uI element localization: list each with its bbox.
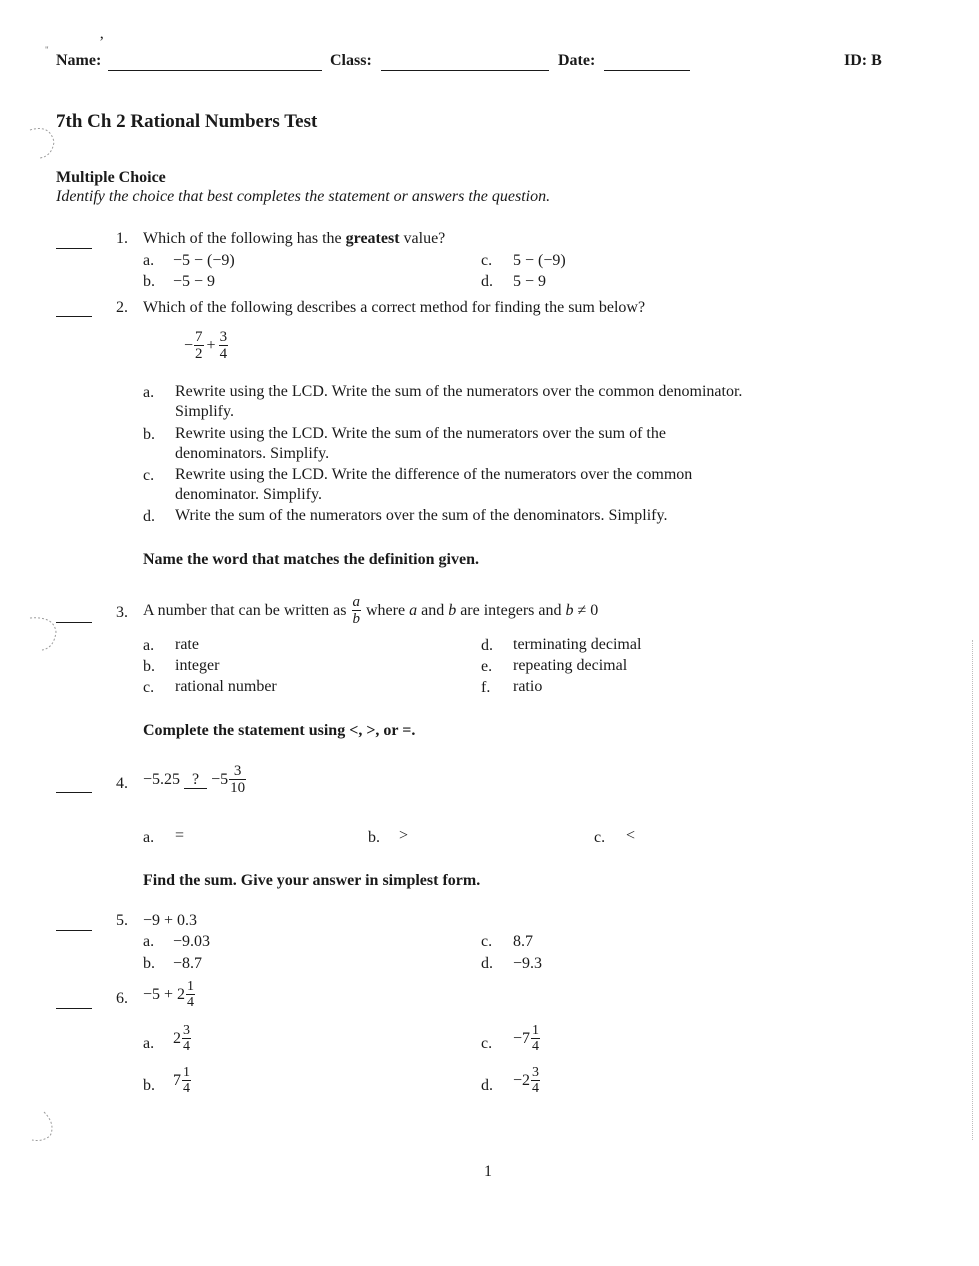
- answer-blank-q4[interactable]: [56, 792, 92, 793]
- question-text: [143, 764, 247, 796]
- choice-label: b.: [368, 829, 380, 846]
- variable: a: [409, 602, 418, 619]
- question-text-part: where: [362, 602, 410, 619]
- choice-option[interactable]: Rewrite using the LCD. Write the sum of the numerators over the sum of the: [175, 425, 666, 442]
- class-label: Class:: [330, 52, 372, 69]
- question-text-part: −5 + 2: [143, 986, 186, 1003]
- choice-option[interactable]: [173, 1024, 192, 1054]
- punch-hole-bottom: [22, 1108, 58, 1144]
- variable: b: [565, 602, 574, 619]
- question-text: [143, 230, 445, 248]
- question-text-part: value?: [399, 230, 446, 247]
- question-number: 4.: [116, 775, 128, 792]
- denominator: 4: [219, 346, 228, 362]
- mixed-whole: 2: [173, 1030, 181, 1047]
- choice-label: c.: [481, 933, 493, 950]
- question-emphasis: greatest: [345, 230, 400, 247]
- class-field[interactable]: [381, 70, 549, 71]
- answer-blank-q3[interactable]: [56, 622, 92, 623]
- choice-option[interactable]: repeating decimal: [513, 657, 628, 674]
- numerator: 7: [195, 329, 203, 345]
- fraction: [531, 1066, 540, 1096]
- choice-label: a.: [143, 637, 155, 654]
- choice-label: d.: [481, 637, 493, 654]
- choice-option[interactable]: Rewrite using the LCD. Write the sum of the numerators over the common denominator.: [175, 383, 743, 400]
- question-text: −9 + 0.3: [143, 912, 198, 929]
- choice-option[interactable]: 5 − (−9): [513, 252, 566, 269]
- mixed-whole: 7: [173, 1072, 181, 1089]
- punch-hole-top: [22, 124, 58, 160]
- choice-label: d.: [481, 955, 493, 972]
- choice-label: b.: [143, 273, 155, 290]
- denominator: b: [352, 611, 360, 627]
- variable: b: [448, 602, 457, 619]
- numerator: 3: [219, 329, 228, 345]
- section-heading-matching: Name the word that matches the definition given.: [143, 551, 479, 568]
- question-number: 6.: [116, 990, 128, 1007]
- fraction: [186, 980, 195, 1010]
- choice-option[interactable]: −8.7: [173, 955, 203, 972]
- denominator: 4: [187, 995, 195, 1010]
- question-text-part: A number that can be written as: [143, 602, 351, 619]
- question-text-part: Which of the following has the: [143, 230, 346, 247]
- punch-hole-middle: [20, 614, 60, 654]
- choice-option[interactable]: rational number: [175, 678, 277, 695]
- id-label: ID: B: [844, 52, 882, 69]
- answer-blank-q2[interactable]: [56, 316, 92, 317]
- section-heading-sum: Find the sum. Give your answer in simplest form.: [143, 872, 481, 889]
- choice-option[interactable]: rate: [175, 636, 199, 653]
- denominator: 2: [195, 346, 203, 362]
- choice-label: b.: [143, 955, 155, 972]
- name-label: Name:: [56, 52, 102, 69]
- denominator: 4: [532, 1081, 540, 1096]
- choice-option[interactable]: Write the sum of the numerators over the sum of the denominators. Simplify.: [175, 507, 668, 524]
- choice-option[interactable]: <: [626, 827, 636, 844]
- page-number: 1: [484, 1163, 492, 1180]
- choice-option[interactable]: 8.7: [513, 933, 533, 950]
- numerator: a: [352, 594, 360, 610]
- date-field[interactable]: [604, 70, 690, 71]
- question-text-part: are integers and: [456, 602, 566, 619]
- numerator: 3: [532, 1065, 540, 1080]
- scan-edge-line: [972, 640, 973, 1140]
- choice-label: c.: [143, 679, 155, 696]
- choice-option-cont: denominator. Simplify.: [175, 486, 322, 503]
- denominator: 4: [532, 1039, 540, 1054]
- choice-option[interactable]: −9.3: [513, 955, 543, 972]
- test-title: 7th Ch 2 Rational Numbers Test: [56, 111, 318, 132]
- choice-option[interactable]: [513, 1066, 541, 1096]
- choice-option[interactable]: −5 − (−9): [173, 252, 235, 269]
- choice-label: b.: [143, 1077, 155, 1094]
- choice-option[interactable]: integer: [175, 657, 220, 674]
- choice-label: a.: [143, 384, 155, 401]
- answer-blank-q1[interactable]: [56, 248, 92, 249]
- choice-label: f.: [481, 679, 491, 696]
- choice-option[interactable]: ratio: [513, 678, 543, 695]
- choice-label: c.: [481, 252, 493, 269]
- question-number: 2.: [116, 299, 128, 316]
- minus-sign: −: [184, 337, 194, 354]
- choice-option[interactable]: 5 − 9: [513, 273, 547, 290]
- question-text-part: and: [417, 602, 449, 619]
- fraction: [229, 764, 246, 796]
- math-expression: [184, 330, 229, 362]
- choice-label: d.: [143, 508, 155, 525]
- choice-label: a.: [143, 933, 155, 950]
- question-text: [143, 595, 598, 627]
- choice-label: c.: [594, 829, 606, 846]
- mixed-whole: −7: [513, 1030, 531, 1047]
- choice-option[interactable]: =: [175, 827, 185, 844]
- choice-label: b.: [143, 658, 155, 675]
- question-number: 3.: [116, 604, 128, 621]
- numerator: 1: [532, 1023, 540, 1038]
- section-heading-compare: Complete the statement using <, >, or =.: [143, 722, 416, 739]
- choice-label: c.: [481, 1035, 493, 1052]
- question-text: [143, 980, 196, 1010]
- numerator: 3: [183, 1023, 190, 1038]
- numerator: 1: [187, 979, 195, 994]
- choice-option[interactable]: >: [399, 827, 409, 844]
- fraction: [531, 1024, 540, 1054]
- choice-label: d.: [481, 1077, 493, 1094]
- question-number: 1.: [116, 230, 128, 247]
- corner-mark: ": [45, 45, 49, 55]
- tick-mark: ’: [99, 34, 105, 51]
- name-field[interactable]: [108, 70, 322, 71]
- mixed-whole: −2: [513, 1072, 531, 1089]
- plus-sign: +: [206, 337, 216, 354]
- fraction: [352, 595, 362, 627]
- answer-blank-q6[interactable]: [56, 1008, 92, 1009]
- date-label: Date:: [558, 52, 596, 69]
- choice-label: a.: [143, 252, 155, 269]
- denominator: 4: [183, 1039, 190, 1054]
- choice-option[interactable]: Rewrite using the LCD. Write the difference of the numerators over the common: [175, 466, 693, 483]
- fraction: [182, 1024, 191, 1054]
- fraction: [182, 1066, 191, 1096]
- choice-label: a.: [143, 829, 155, 846]
- denominator: 10: [230, 780, 246, 796]
- fraction: [194, 330, 204, 362]
- question-text-part: −5: [207, 771, 229, 788]
- choice-option[interactable]: −9.03: [173, 933, 211, 950]
- section-instructions: Identify the choice that best completes the statement or answers the question.: [56, 188, 551, 205]
- choice-label: b.: [143, 426, 155, 443]
- choice-option[interactable]: terminating decimal: [513, 636, 642, 653]
- choice-label: a.: [143, 1035, 155, 1052]
- comparison-blank: ?: [184, 771, 207, 789]
- question-text-part: ≠ 0: [573, 602, 599, 619]
- choice-label: d.: [481, 273, 493, 290]
- answer-blank-q5[interactable]: [56, 930, 92, 931]
- choice-label: c.: [143, 467, 155, 484]
- numerator: 1: [183, 1065, 190, 1080]
- choice-option[interactable]: [513, 1024, 541, 1054]
- choice-option-cont: denominators. Simplify.: [175, 445, 330, 462]
- choice-label: e.: [481, 658, 493, 675]
- denominator: 4: [183, 1081, 190, 1096]
- question-number: 5.: [116, 912, 128, 929]
- fraction: [219, 330, 229, 362]
- numerator: 3: [233, 763, 242, 779]
- choice-option-cont: Simplify.: [175, 403, 234, 420]
- section-heading-multiple-choice: Multiple Choice: [56, 169, 166, 186]
- question-text: Which of the following describes a correct method for finding the sum below?: [143, 299, 646, 316]
- choice-option[interactable]: [173, 1066, 192, 1096]
- question-text-part: −5.25: [143, 771, 185, 788]
- choice-option[interactable]: −5 − 9: [173, 273, 216, 290]
